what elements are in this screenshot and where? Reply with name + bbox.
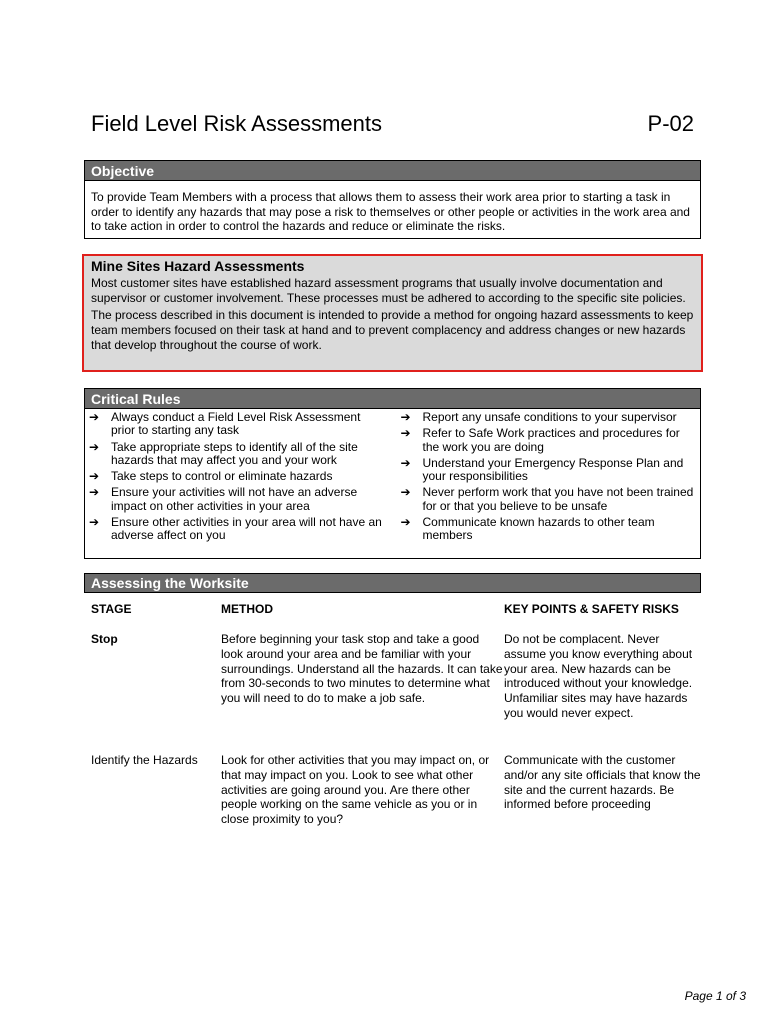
rule-item: ➔ Ensure your activities will not have an adverse impact on other activities in your area	[89, 485, 358, 513]
mine-sites-paragraph-2: The process described in this document is intended to provide a method for ongoing hazard assessments to keep team members focused on their task at hand and to prevent complacency and address changes or new hazards that develop throughout the course of work.	[91, 308, 694, 352]
rule-item: ➔ Refer to Safe Work practices and procedures for the work you are doing	[400, 426, 680, 454]
key-points-cell: Do not be complacent. Never assume you know everything about your area. New hazards can be introduced without your knowledge. Unfamiliar sites may have hazards you would never expect.	[504, 632, 693, 720]
arrow-right-icon: ➔	[400, 455, 411, 470]
rule-item: ➔ Take steps to control or eliminate hazards	[89, 469, 333, 484]
stage-cell: Identify the Hazards	[91, 753, 198, 767]
column-header-stage: STAGE	[91, 602, 132, 616]
stage-cell: Stop	[91, 632, 118, 646]
rule-item: ➔ Understand your Emergency Response Plan and your responsibilities	[400, 455, 684, 484]
arrow-right-icon: ➔	[400, 485, 411, 500]
mine-sites-heading: Mine Sites Hazard Assessments	[91, 258, 305, 274]
mine-sites-paragraph-1: Most customer sites have established hazard assessment programs that usually involve documentation and supervisor or customer involvement. These processes must be adhered to according to the specific site policies.	[91, 276, 686, 305]
arrow-right-icon: ➔	[89, 410, 100, 424]
rule-item: ➔ Never perform work that you have not been trained for or that you believe to be unsafe	[400, 485, 694, 513]
arrow-right-icon: ➔	[89, 515, 100, 530]
assessing-heading: Assessing the Worksite	[84, 573, 701, 593]
critical-rules-section	[84, 388, 701, 559]
mine-sites-section	[82, 254, 703, 372]
column-header-method: METHOD	[221, 602, 273, 616]
document-header	[91, 111, 694, 137]
key-points-cell: Communicate with the customer and/or any site officials that know the site and the current hazards. Be informed before proceeding	[504, 753, 701, 812]
document-code: P-02	[647, 111, 694, 136]
table-header-row	[91, 602, 701, 632]
rule-item: ➔ Take appropriate steps to identify all of the site hazards that may affect you and your work	[89, 439, 358, 467]
page-number: Page 1 of 3	[684, 989, 746, 1003]
arrow-right-icon: ➔	[89, 439, 100, 454]
arrow-right-icon: ➔	[89, 485, 100, 500]
critical-rules-heading: Critical Rules	[85, 389, 700, 409]
document-title: Field Level Risk Assessments	[91, 111, 382, 136]
rule-item: ➔ Always conduct a Field Level Risk Assessment prior to starting any task	[89, 410, 361, 438]
method-cell: Look for other activities that you may impact on, or that may impact on you. Look to see what other activities are going around you. Are there other people working on the same vehicle as you or in close proximity to you?	[221, 753, 490, 827]
arrow-right-icon: ➔	[400, 426, 411, 441]
arrow-right-icon: ➔	[89, 469, 100, 484]
objective-section	[84, 160, 701, 239]
table-row	[91, 753, 701, 827]
objective-heading: Objective	[85, 161, 700, 181]
arrow-right-icon: ➔	[400, 515, 411, 530]
arrow-right-icon: ➔	[400, 410, 411, 424]
rule-item: ➔ Communicate known hazards to other team members	[400, 515, 655, 543]
method-cell: Before beginning your task stop and take a good look around your area and be familiar with your surroundings. Understand all the hazards. It can take from 30-seconds to two minutes to determine what you will need to do to make a job safe.	[221, 632, 503, 706]
column-header-key-points: KEY POINTS & SAFETY RISKS	[504, 602, 679, 616]
rule-item: ➔ Report any unsafe conditions to your supervisor	[400, 410, 677, 424]
assessing-table	[91, 602, 701, 827]
rule-item: ➔ Ensure other activities in your area will not have an adverse affect on you	[89, 515, 382, 543]
table-row	[91, 632, 701, 753]
rules-right-column	[385, 411, 697, 546]
rules-left-column	[89, 411, 385, 546]
objective-text: To provide Team Members with a process that allows them to assess their work area prior to starting a task in order to identify any hazards that may pose a risk to themselves or other people or activities in the work area and to take action in order to control the hazards and reduce or eliminate the risks.	[91, 190, 690, 233]
